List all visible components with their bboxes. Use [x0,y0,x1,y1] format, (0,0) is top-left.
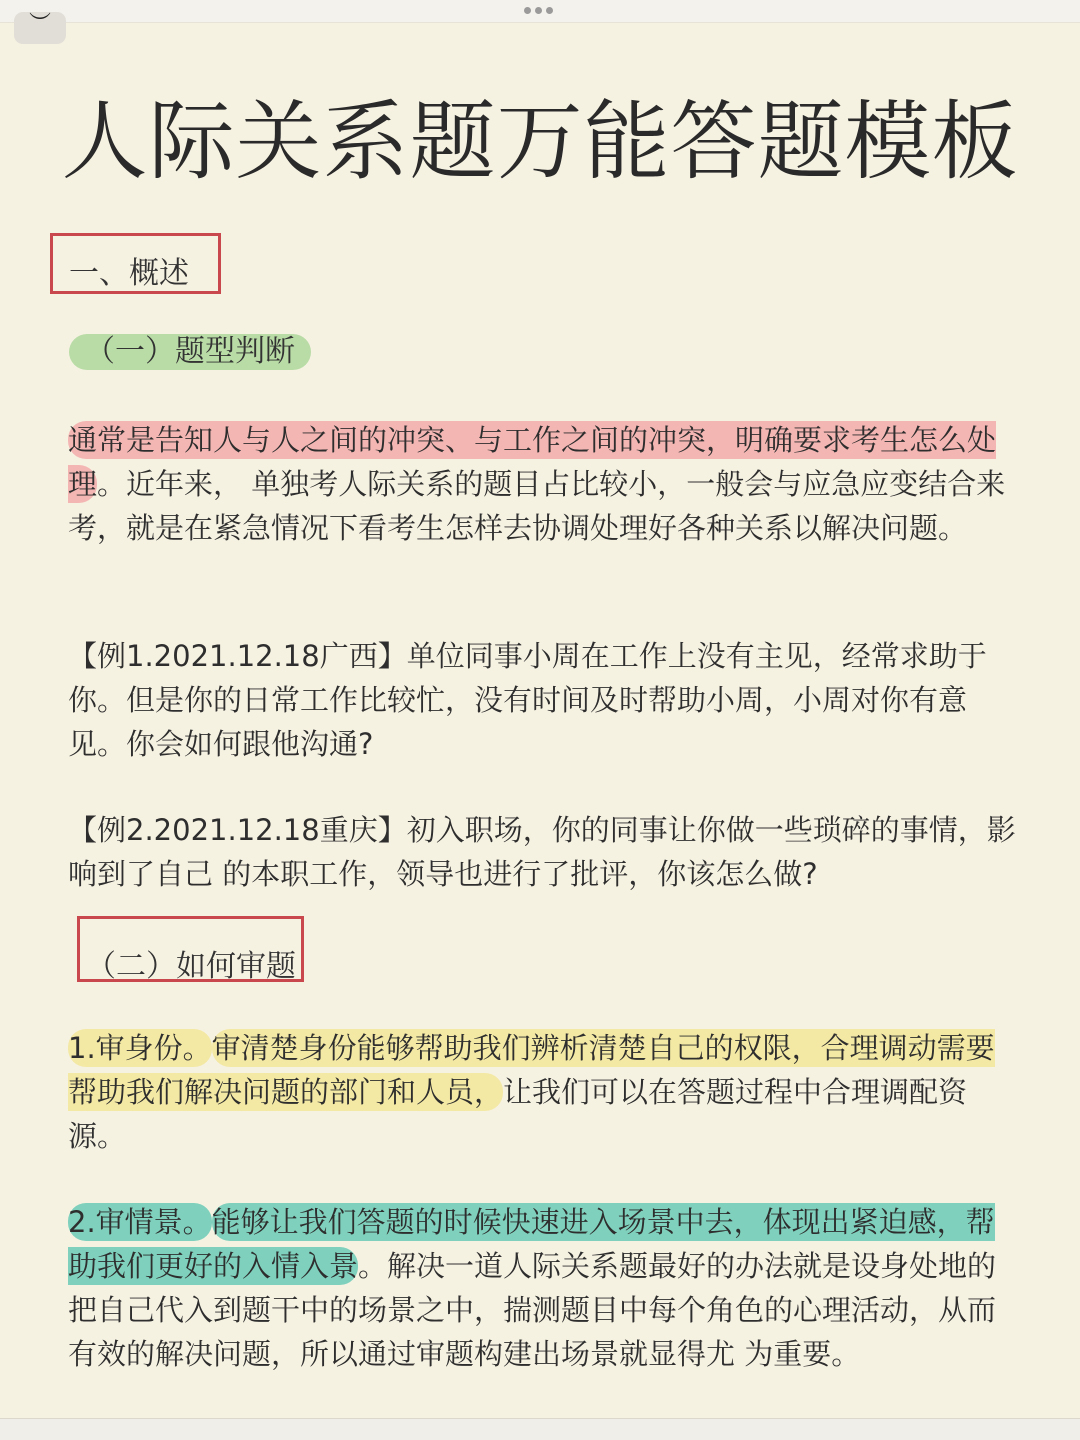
bottom-bar [0,1418,1080,1440]
paragraph-text: 让我们可以在答题过程中合理调配资源。 [68,1075,968,1153]
example-2: 【例2.2021.12.18重庆】初入职场，你的同事让你做一些琐碎的事情，影响到了自己 的本职工作，领导也进行了批评，你该怎么做? [68,813,1016,891]
top-bar [0,0,1080,23]
highlight-yellow: 审清楚身份能够帮助我们辨析清楚自己的权限，合理调动需要帮助我们解决问题的部门和人员， [68,1031,995,1109]
paragraph-review-scene [68,1200,1018,1376]
example-1: 【例1.2021.12.18广西】单位同事小周在工作上没有主见，经常求助于你。但是你的日常工作比较忙，没有时间及时帮助小周，小周对你有意见。你会如何跟他沟通? [68,639,987,761]
paragraph-review-identity [68,1026,1018,1158]
subsection-pill-type-judge: （一）题型判断 [69,334,311,370]
highlight-red: 通常是告知人与人之间的冲突、与工作之间的冲突，明确要求考生怎么处理 [68,423,997,501]
highlight-yellow-label: 1.审身份。 [68,1031,212,1065]
page-title: 人际关系题万能答题模板 [61,92,1019,192]
paragraph-intro [68,418,1018,550]
section-heading-overview: 一、概述 [50,233,221,294]
section-heading-how-to-review: （二）如何审题 [77,916,304,982]
paragraph-text: 。近年来， 单独考人际关系的题目占比较小，一般会与应急应变结合来考，就是在紧急情况下看考生怎样去协调处理好各种关系以解决问题。 [68,467,1006,545]
more-options-dots-icon[interactable] [524,7,553,14]
highlight-teal: 能够让我们答题的时候快速进入场景中去，体现出紧迫感，帮助我们更好的入情入景 [68,1205,995,1283]
paragraph-text: 。解决一道人际关系题最好的办法就是设身处地的把自己代入到题干中的场景之中，揣测题目中每个角色的心理活动，从而有效的解决问题，所以通过审题构建出场景就显得尤 为重要。 [68,1249,997,1371]
chevron-down-icon[interactable]: ︶ [14,12,66,44]
highlight-teal-label: 2.审情景。 [68,1205,212,1239]
